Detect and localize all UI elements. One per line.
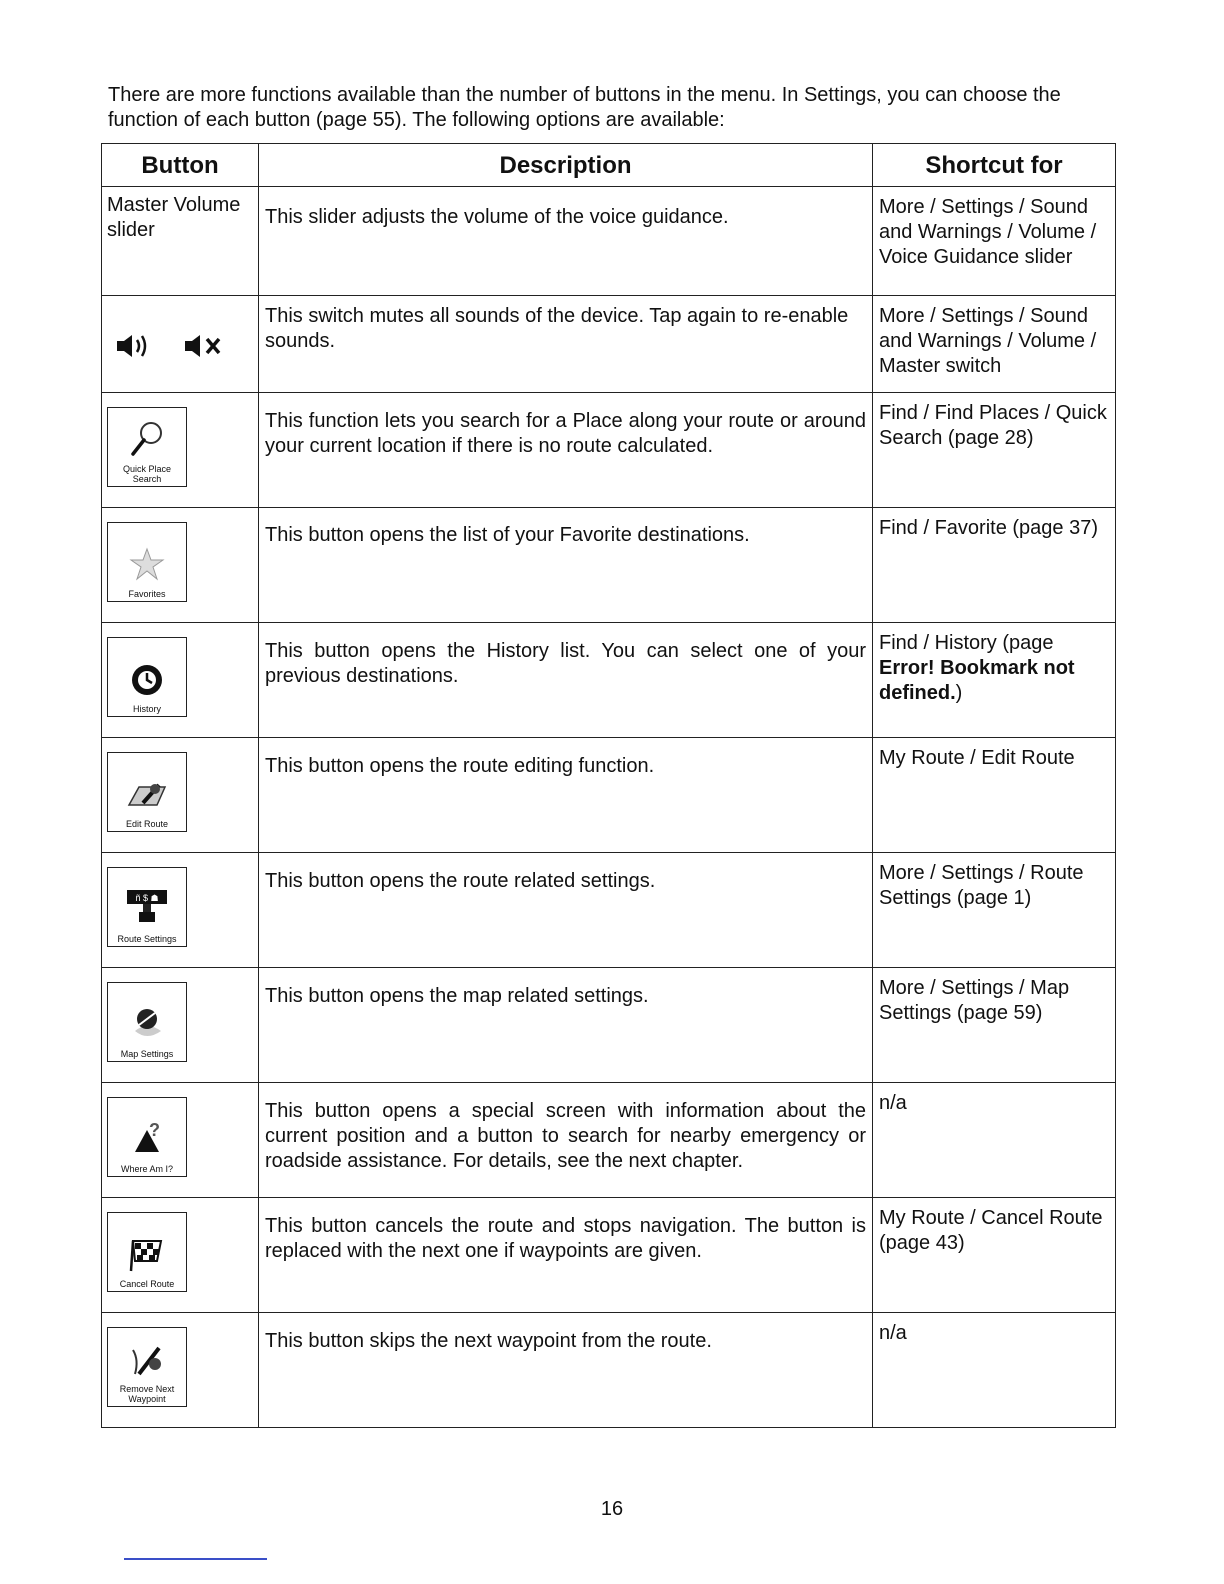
button-cell (102, 1198, 259, 1313)
speaker-on-icon (115, 332, 155, 364)
table-row (102, 1313, 1116, 1428)
shortcut-cell: More / Settings / Sound and Warnings / Volume / Voice Guidance slider (873, 187, 1116, 296)
button-cell (102, 968, 259, 1083)
shortcut-cell: My Route / Cancel Route (page 43) (873, 1198, 1116, 1313)
remove-waypoint-icon (125, 1340, 169, 1380)
where-am-i-icon (125, 1116, 169, 1160)
page-number: 16 (600, 1498, 624, 1520)
table-row (102, 623, 1116, 738)
remove-waypoint-button-image: Remove Next Waypoint (107, 1327, 187, 1407)
history-icon (127, 660, 167, 700)
table-row (102, 1083, 1116, 1198)
button-cell (102, 1083, 259, 1198)
star-icon (127, 545, 167, 585)
description-cell: This button opens the route editing function. (259, 738, 873, 853)
description-cell: This function lets you search for a Place along your route or around your current location if there is no route calculated. (259, 393, 873, 508)
speaker-mute-icon (183, 332, 227, 364)
description-cell: This button cancels the route and stops navigation. The button is replaced with the next one if waypoints are given. (259, 1198, 873, 1313)
intro-paragraph: There are more functions available than the number of buttons in the menu. In Settings, you can choose the function of each button (page 55). The following options are available: (108, 84, 1061, 131)
button-cell (102, 1313, 259, 1428)
table-row (102, 187, 1116, 296)
header-description: Description (259, 144, 873, 187)
header-shortcut: Shortcut for (873, 144, 1116, 187)
table-row (102, 853, 1116, 968)
table-row (102, 296, 1116, 393)
description-cell: This switch mutes all sounds of the device. Tap again to re-enable sounds. (259, 296, 873, 393)
shortcut-cell: More / Settings / Route Settings (page 1) (873, 853, 1116, 968)
options-table (101, 143, 1116, 1428)
description-cell: This button skips the next waypoint from the route. (259, 1313, 873, 1428)
edit-route-icon (125, 775, 169, 815)
where-am-i-button-image: ? Where Am I? (107, 1097, 187, 1177)
shortcut-cell: Find / History (page Error! Bookmark not defined.) (873, 623, 1116, 738)
footnote-separator (124, 1558, 267, 1560)
description-cell: This button opens the History list. You can select one of your previous destinations. (259, 623, 873, 738)
shortcut-cell: n/a (873, 1313, 1116, 1428)
table-row (102, 1198, 1116, 1313)
favorites-button-image: Favorites (107, 522, 187, 602)
table-row (102, 738, 1116, 853)
description-cell: This button opens the list of your Favorite destinations. (259, 508, 873, 623)
map-settings-button-image: Map Settings (107, 982, 187, 1062)
magnifier-icon (127, 418, 167, 460)
description-cell: This slider adjusts the volume of the voice guidance. (259, 187, 873, 296)
button-label: Master Volume slider (107, 194, 241, 241)
description-cell: This button opens a special screen with information about the current position and a button to search for nearby emergency or roadside assistance. For details, see the next chapter. (259, 1083, 873, 1198)
shortcut-cell: More / Settings / Sound and Warnings / Volume / Master switch (873, 296, 1116, 393)
button-cell (102, 296, 259, 393)
button-cell (102, 738, 259, 853)
svg-text:ñ $ ☗: ñ $ ☗ (135, 893, 159, 903)
description-cell: This button opens the map related settings. (259, 968, 873, 1083)
description-cell: This button opens the route related settings. (259, 853, 873, 968)
button-cell (102, 853, 259, 968)
map-settings-icon (125, 1001, 169, 1045)
table-header-row (102, 144, 1116, 187)
shortcut-cell: n/a (873, 1083, 1116, 1198)
button-cell (102, 187, 259, 296)
checkered-flag-icon (125, 1231, 169, 1275)
shortcut-cell: My Route / Edit Route (873, 738, 1116, 853)
svg-text:?: ? (149, 1120, 160, 1140)
table-row (102, 968, 1116, 1083)
table-row (102, 393, 1116, 508)
route-settings-icon (123, 884, 171, 930)
table-row (102, 508, 1116, 623)
button-cell (102, 623, 259, 738)
quick-search-button-image: Quick Place Search (107, 407, 187, 487)
header-button: Button (102, 144, 259, 187)
history-button-image: History (107, 637, 187, 717)
button-cell (102, 393, 259, 508)
button-cell (102, 508, 259, 623)
edit-route-button-image: Edit Route (107, 752, 187, 832)
shortcut-cell: Find / Find Places / Quick Search (page 28) (873, 393, 1116, 508)
cancel-route-button-image: Cancel Route (107, 1212, 187, 1292)
route-settings-button-image: ñ $ ☗ Route Settings (107, 867, 187, 947)
shortcut-cell: Find / Favorite (page 37) (873, 508, 1116, 623)
shortcut-cell: More / Settings / Map Settings (page 59) (873, 968, 1116, 1083)
